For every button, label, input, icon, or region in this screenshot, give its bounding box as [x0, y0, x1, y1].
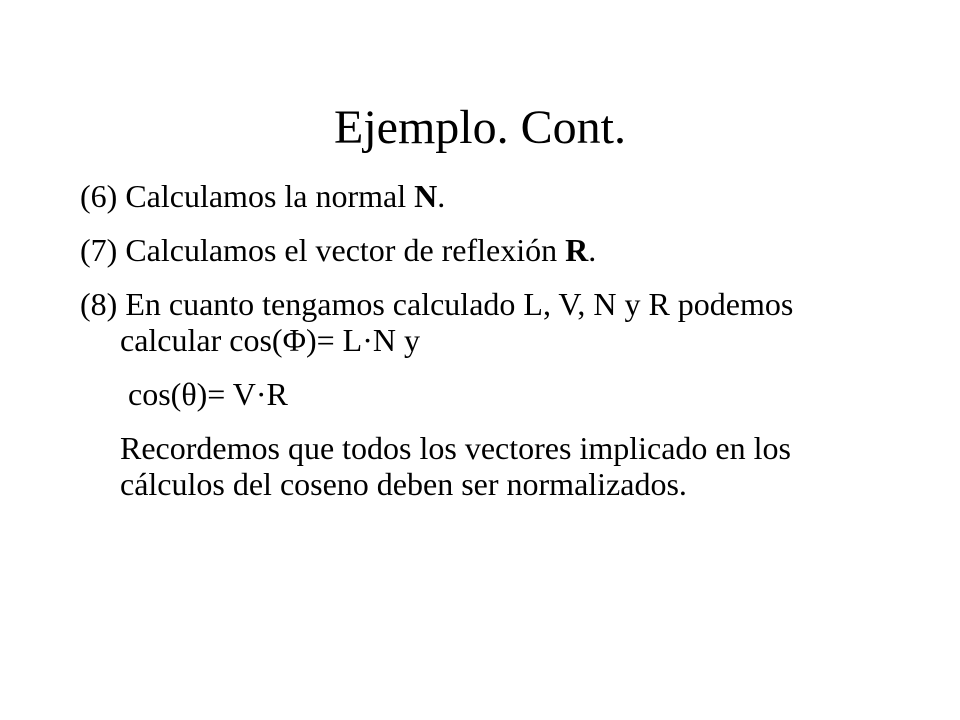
step-6-end: .: [437, 178, 446, 214]
step-6-bold: N: [414, 178, 438, 214]
slide-title: Ejemplo. Cont.: [334, 101, 626, 154]
slide-body: [80, 178, 900, 520]
step-7-bold: R: [565, 232, 589, 268]
step-8-formula: cos(θ)= V·R: [128, 376, 288, 412]
step-8: (8) En cuanto tengamos calculado L, V, N y R podemos calcular cos(Φ)= L·N y: [80, 286, 794, 358]
step-7-text: (7) Calculamos el vector de reflexión: [80, 232, 566, 268]
step-7-end: .: [588, 232, 597, 268]
note-normalize: Recordemos que todos los vectores implicado en los cálculos del coseno deben ser normalizados.: [120, 430, 791, 502]
step-6: [80, 178, 900, 214]
step-6-text: (6) Calculamos la normal: [80, 178, 415, 214]
step-7: [80, 232, 900, 268]
